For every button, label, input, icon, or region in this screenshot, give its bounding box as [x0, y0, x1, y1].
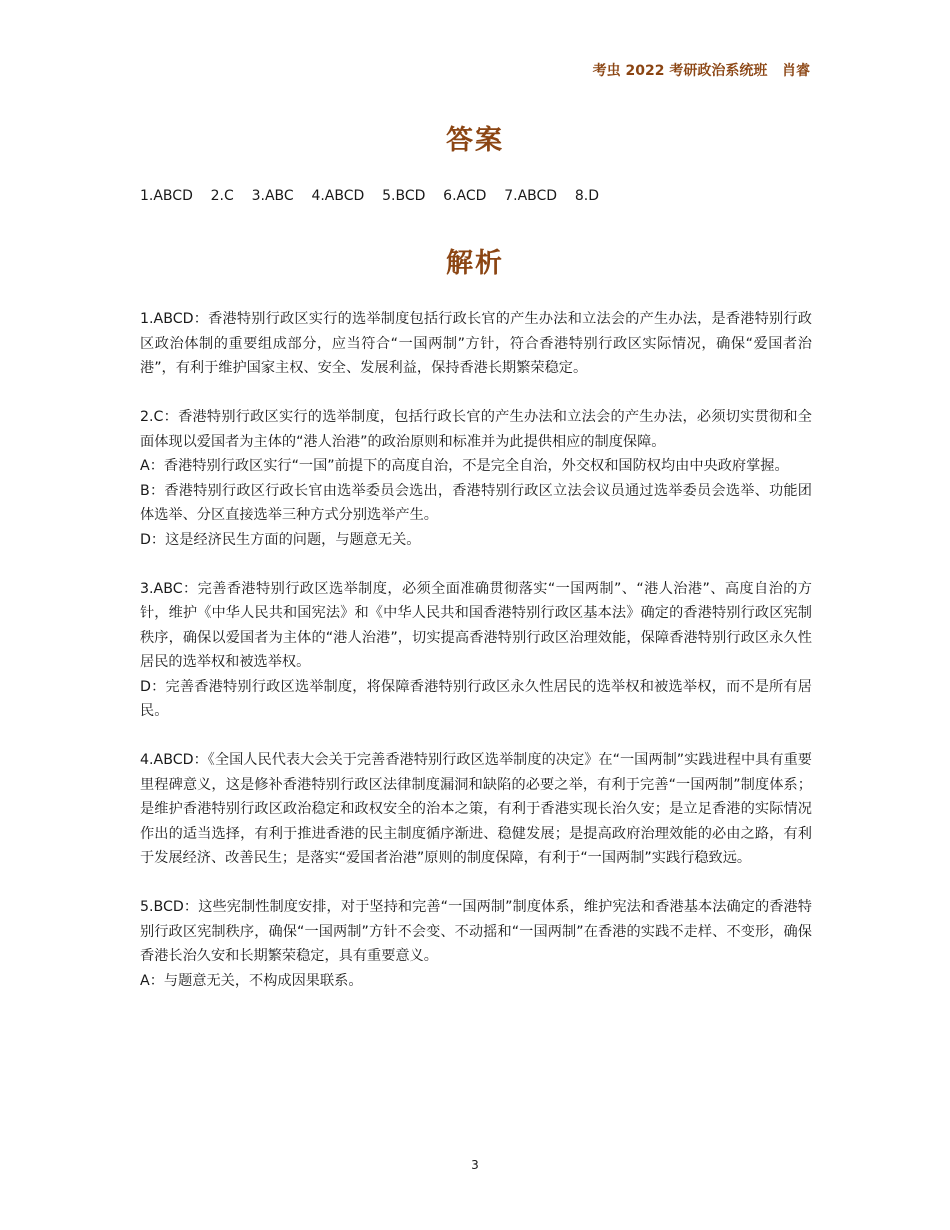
analysis-paragraph: D：完善香港特别行政区选举制度，将保障香港特别行政区永久性居民的选举权和被选举权，而不是所有居民。 [140, 678, 812, 719]
page-number: 3 [471, 1158, 479, 1172]
answer-key-line: 1.ABCD 2.C 3.ABC 4.ABCD 5.BCD 6.ACD 7.ABCD 8.D [140, 188, 600, 204]
analysis-paragraph: 1.ABCD：香港特别行政区实行的选举制度包括行政长官的产生办法和立法会的产生办法，是香港特别行政区政治体制的重要组成部分，应当符合“一国两制”方针，符合香港特别行政区实际情况，确保“爱国者治港”，有利于维护国家主权、安全、发展利益，保持香港长期繁荣稳定。 [140, 311, 812, 376]
analysis-block-1 [140, 307, 812, 381]
analysis-paragraph: 3.ABC：完善香港特别行政区选举制度，必须全面准确贯彻落实“一国两制”、“港人治港”、高度自治的方针，维护《中华人民共和国宪法》和《中华人民共和国香港特别行政区基本法》确定的香港特别行政区宪制秩序，确保以爱国者为主体的“港人治港”，切实提高香港特别行政区治理效能，保障香港特别行政区永久性居民的选举权和被选举权。 [140, 580, 812, 670]
analysis-content [140, 307, 812, 1018]
analysis-block-2 [140, 405, 812, 552]
analysis-block-4 [140, 748, 812, 871]
analysis-block-3 [140, 577, 812, 724]
analysis-paragraph: A：香港特别行政区实行“一国”前提下的高度自治，不是完全自治，外交权和国防权均由中央政府掌握。 [140, 458, 789, 474]
analysis-paragraph: D：这是经济民生方面的问题，与题意无关。 [140, 531, 421, 548]
answers-heading: 答案 [446, 125, 504, 156]
analysis-block-5 [140, 895, 812, 993]
analysis-heading: 解析 [446, 248, 504, 279]
analysis-paragraph: 5.BCD：这些宪制性制度安排，对于坚持和完善“一国两制”制度体系，维护宪法和香港基本法确定的香港特别行政区宪制秩序，确保“一国两制”方针不会变、不动摇和“一国两制”在香港的实践不走样、不变形，确保香港长治久安和长期繁荣稳定，具有重要意义。 [140, 899, 812, 964]
analysis-paragraph: A：与题意无关，不构成因果联系。 [140, 972, 363, 989]
analysis-paragraph: 2.C：香港特别行政区实行的选举制度，包括行政长官的产生办法和立法会的产生办法，必须切实贯彻和全面体现以爱国者为主体的“港人治港”的政治原则和标准并为此提供相应的制度保障。 [140, 409, 812, 450]
analysis-paragraph: 4.ABCD：《全国人民代表大会关于完善香港特别行政区选举制度的决定》在“一国两制”实践进程中具有重要里程碑意义，这是修补香港特别行政区法律制度漏洞和缺陷的必要之举，有利于完善“一国两制”制度体系；是维护香港特别行政区政治稳定和政权安全的治本之策，有利于香港实现长治久安；是立足香港的实际情况作出的适当选择，有利于推进香港的民主制度循序渐进、稳健发展；是提高政府治理效能的必由之路，有利于发展经济、改善民生；是落实“爱国者治港”原则的制度保障，有利于“一国两制”实践行稳致远。 [140, 752, 812, 866]
page-header: 考虫 2022 考研政治系统班 肖睿 [592, 63, 810, 79]
analysis-paragraph: B：香港特别行政区行政长官由选举委员会选出，香港特别行政区立法会议员通过选举委员会选举、功能团体选举、分区直接选举三种方式分别选举产生。 [140, 482, 812, 523]
